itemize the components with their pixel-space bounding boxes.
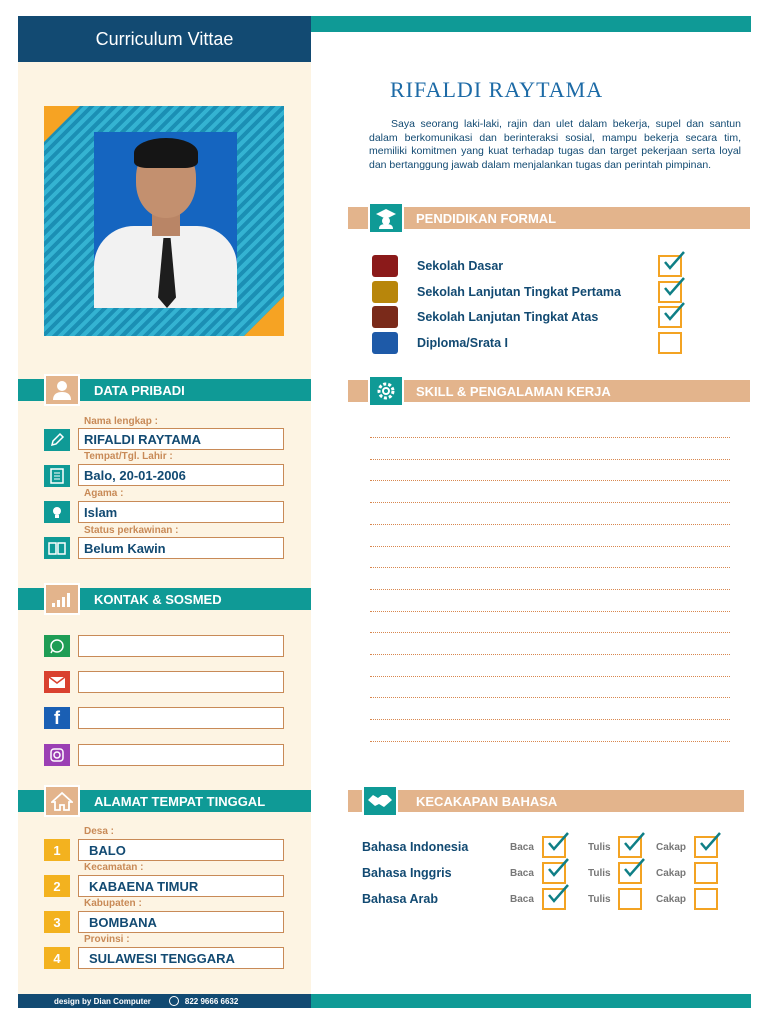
edu-checkbox-sd[interactable] (658, 255, 682, 277)
number-badge-3: 3 (44, 911, 70, 933)
language-name: Bahasa Inggris (362, 866, 452, 880)
skill-label-baca: Baca (510, 842, 534, 853)
skill-blank-line[interactable] (370, 459, 730, 460)
field-value-nama: RIFALDI RAYTAMA (78, 428, 284, 450)
edu-item-sltp (372, 281, 621, 303)
cv-title: Curriculum Vittae (18, 16, 311, 62)
language-checkbox-cakap[interactable] (694, 862, 718, 884)
field-label-provinsi: Provinsi : (84, 934, 130, 945)
graduate-icon (368, 202, 404, 234)
language-checkbox-tulis[interactable] (618, 862, 642, 884)
university-emblem-icon (372, 332, 398, 354)
pendidikan-header: PENDIDIKAN FORMAL (348, 207, 750, 229)
skill-label-baca: Baca (510, 868, 534, 879)
profile-summary: Saya seorang laki-laki, rajin dan ulet dalam bekerja, supel dan santun dalam berkomunikasi dan berinteraksi sosial, mampu bekerja secara tim, memiliki komitmen yang kuat terhadap tugas dan target pekerjaan serta loyal dan bertanggung jawab dalam menjalankan tugas dan perintah pimpinan. (369, 118, 741, 171)
checkmark-icon (546, 856, 570, 880)
signal-icon (44, 583, 80, 615)
checkmark-icon (662, 300, 686, 324)
field-label-agama: Agama : (84, 488, 124, 499)
language-checkbox-tulis[interactable] (618, 836, 642, 858)
name-title: RIFALDI RAYTAMA (390, 77, 604, 102)
bottom-accent-strip (311, 994, 751, 1008)
bahasa-header: KECAKAPAN BAHASA (348, 790, 744, 812)
skill-blank-line[interactable] (370, 654, 730, 655)
skill-header: SKILL & PENGALAMAN KERJA (348, 380, 750, 402)
skill-blank-line[interactable] (370, 546, 730, 547)
instagram-field[interactable] (78, 744, 284, 766)
pencil-icon (44, 429, 70, 451)
phone-icon (169, 996, 179, 1006)
profile-photo (94, 132, 237, 308)
skill-blank-line[interactable] (370, 524, 730, 525)
skill-blank-line[interactable] (370, 632, 730, 633)
skill-label-cakap: Cakap (656, 842, 687, 853)
checkmark-icon (662, 249, 686, 273)
handshake-icon (362, 785, 398, 817)
field-label-status: Status perkawinan : (84, 525, 179, 536)
instagram-icon (44, 744, 70, 766)
edu-checkbox-diploma[interactable] (658, 332, 682, 354)
skill-blank-line[interactable] (370, 719, 730, 720)
number-badge-1: 1 (44, 839, 70, 861)
field-label-kabupaten: Kabupaten : (84, 898, 142, 909)
language-name: Bahasa Arab (362, 892, 438, 906)
skill-blank-line[interactable] (370, 611, 730, 612)
skill-blank-line[interactable] (370, 697, 730, 698)
field-label-ttl: Tempat/Tgl. Lahir : (84, 451, 173, 462)
lightbulb-icon (44, 501, 70, 523)
language-checkbox-tulis[interactable] (618, 888, 642, 910)
edu-label-diploma: Diploma/Srata I (417, 336, 508, 350)
school-emblem-icon (372, 281, 398, 303)
photo-frame (44, 106, 284, 336)
footer-design-credit: design by Dian Computer (54, 996, 151, 1006)
book-icon (44, 537, 70, 559)
skill-blank-line[interactable] (370, 502, 730, 503)
email-icon (44, 671, 70, 693)
field-value-kabupaten: BOMBANA (78, 911, 284, 933)
edu-label-slta: Sekolah Lanjutan Tingkat Atas (417, 310, 599, 324)
skill-label-cakap: Cakap (656, 894, 687, 905)
edu-label-sltp: Sekolah Lanjutan Tingkat Pertama (417, 285, 621, 299)
language-name: Bahasa Indonesia (362, 840, 469, 854)
language-checkbox-baca[interactable] (542, 862, 566, 884)
language-checkbox-baca[interactable] (542, 836, 566, 858)
field-label-kecamatan: Kecamatan : (84, 862, 144, 873)
number-badge-2: 2 (44, 875, 70, 897)
school-emblem-icon (372, 306, 398, 328)
language-checkbox-baca[interactable] (542, 888, 566, 910)
skill-label-tulis: Tulis (588, 894, 611, 905)
skill-label-tulis: Tulis (588, 868, 611, 879)
field-value-kecamatan: KABAENA TIMUR (78, 875, 284, 897)
checkmark-icon (622, 856, 646, 880)
field-label-desa: Desa : (84, 826, 115, 837)
whatsapp-field[interactable] (78, 635, 284, 657)
edu-item-sd (372, 255, 503, 277)
frame-corner-top-left (44, 106, 80, 142)
field-label-nama: Nama lengkap : (84, 416, 158, 427)
whatsapp-icon (44, 635, 70, 657)
skill-label-tulis: Tulis (588, 842, 611, 853)
checkmark-icon (546, 830, 570, 854)
top-accent-strip (311, 16, 751, 32)
edu-item-diploma (372, 332, 508, 354)
language-checkbox-cakap[interactable] (694, 888, 718, 910)
user-icon (44, 374, 80, 406)
field-value-ttl: Balo, 20-01-2006 (78, 464, 284, 486)
photo-hair (134, 138, 198, 168)
data-pribadi-header: DATA PRIBADI (18, 379, 311, 401)
skill-label-baca: Baca (510, 894, 534, 905)
field-value-provinsi: SULAWESI TENGGARA (78, 947, 284, 969)
facebook-field[interactable] (78, 707, 284, 729)
footer (18, 994, 311, 1008)
home-icon (44, 785, 80, 817)
number-badge-4: 4 (44, 947, 70, 969)
skill-blank-line[interactable] (370, 437, 730, 438)
field-value-agama: Islam (78, 501, 284, 523)
edu-checkbox-slta[interactable] (658, 306, 682, 328)
kontak-header: KONTAK & SOSMED (18, 588, 311, 610)
checkmark-icon (698, 830, 722, 854)
edu-item-slta (372, 306, 598, 328)
skill-label-cakap: Cakap (656, 868, 687, 879)
checkmark-icon (622, 830, 646, 854)
document-icon (44, 465, 70, 487)
frame-corner-bottom-right (244, 296, 284, 336)
gear-icon (368, 375, 404, 407)
field-value-desa: BALO (78, 839, 284, 861)
field-value-status: Belum Kawin (78, 537, 284, 559)
skill-blank-line[interactable] (370, 567, 730, 568)
facebook-icon: f (44, 707, 70, 729)
email-field[interactable] (78, 671, 284, 693)
checkmark-icon (546, 882, 570, 906)
alamat-header: ALAMAT TEMPAT TINGGAL (18, 790, 311, 812)
school-emblem-icon (372, 255, 398, 277)
skill-blank-line[interactable] (370, 741, 730, 742)
skill-blank-line[interactable] (370, 589, 730, 590)
edu-label-sd: Sekolah Dasar (417, 259, 504, 273)
checkmark-icon (662, 275, 686, 299)
language-checkbox-cakap[interactable] (694, 836, 718, 858)
skill-blank-line[interactable] (370, 480, 730, 481)
skill-blank-line[interactable] (370, 676, 730, 677)
footer-phone: 822 9666 6632 (184, 996, 239, 1006)
